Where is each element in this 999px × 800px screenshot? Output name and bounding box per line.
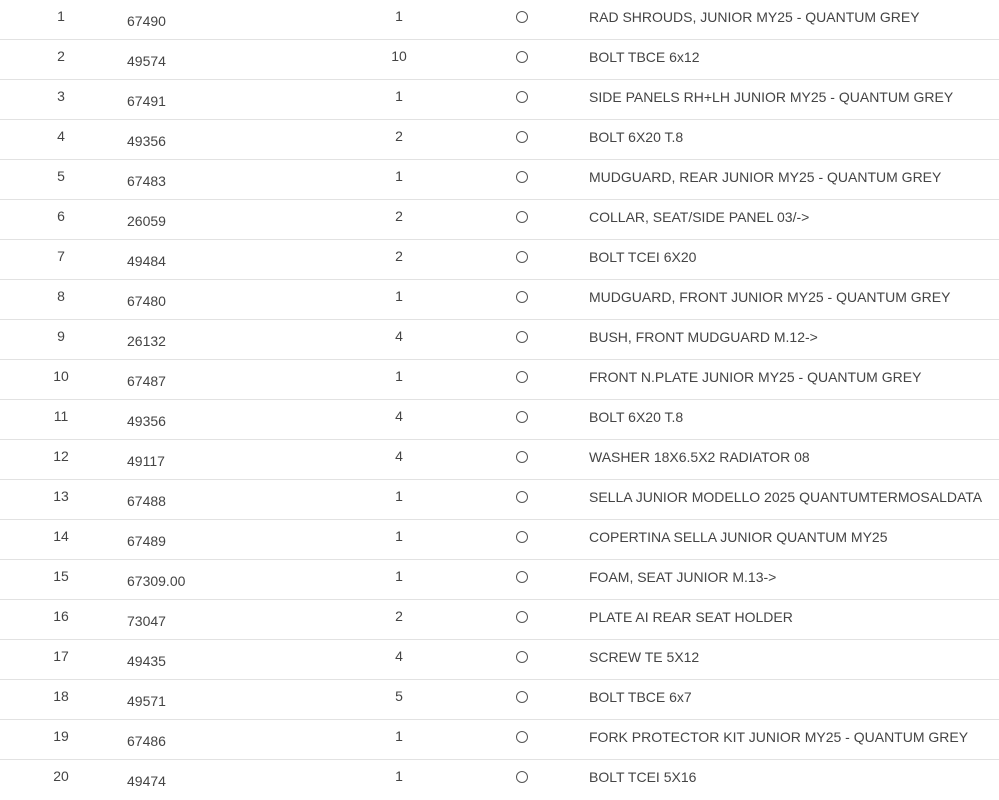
part-description: COPERTINA SELLA JUNIOR QUANTUM MY25	[589, 529, 888, 545]
radio-circle-icon[interactable]	[516, 531, 528, 543]
part-description: FORK PROTECTOR KIT JUNIOR MY25 - QUANTUM GREY	[589, 729, 969, 745]
table-row	[0, 520, 999, 560]
table-row	[0, 240, 999, 280]
quantity: 1	[395, 728, 403, 744]
part-code: 67486	[127, 733, 166, 749]
table-row	[0, 400, 999, 440]
quantity: 4	[395, 448, 403, 464]
part-code: 49356	[127, 413, 166, 429]
part-code: 49571	[127, 693, 166, 709]
part-description: BOLT 6X20 T.8	[589, 129, 684, 145]
part-code: 49574	[127, 53, 166, 69]
part-description: BOLT TCEI 6X20	[589, 249, 697, 265]
quantity: 1	[395, 168, 403, 184]
quantity: 5	[395, 688, 403, 704]
position-number: 19	[53, 728, 69, 744]
part-code: 67480	[127, 293, 166, 309]
position-number: 2	[57, 48, 65, 64]
table-row	[0, 0, 999, 40]
part-description: RAD SHROUDS, JUNIOR MY25 - QUANTUM GREY	[589, 9, 920, 25]
part-code: 49484	[127, 253, 166, 269]
radio-circle-icon[interactable]	[516, 291, 528, 303]
table-row	[0, 360, 999, 400]
position-number: 13	[53, 488, 69, 504]
table-row	[0, 640, 999, 680]
part-description: BOLT TBCE 6x7	[589, 689, 692, 705]
quantity: 4	[395, 648, 403, 664]
position-number: 9	[57, 328, 65, 344]
position-number: 6	[57, 208, 65, 224]
part-description: FRONT N.PLATE JUNIOR MY25 - QUANTUM GREY	[589, 369, 922, 385]
radio-circle-icon[interactable]	[516, 731, 528, 743]
part-code: 67309.00	[127, 573, 186, 589]
quantity: 1	[395, 368, 403, 384]
part-description: PLATE AI REAR SEAT HOLDER	[589, 609, 793, 625]
position-number: 12	[53, 448, 69, 464]
part-code: 67491	[127, 93, 166, 109]
quantity: 1	[395, 88, 403, 104]
table-row	[0, 120, 999, 160]
part-code: 67488	[127, 493, 166, 509]
position-number: 1	[57, 8, 65, 24]
radio-circle-icon[interactable]	[516, 371, 528, 383]
position-number: 20	[53, 768, 69, 784]
radio-circle-icon[interactable]	[516, 691, 528, 703]
table-row	[0, 680, 999, 720]
position-number: 7	[57, 248, 65, 264]
part-code: 49435	[127, 653, 166, 669]
table-row	[0, 440, 999, 480]
part-description: WASHER 18X6.5X2 RADIATOR 08	[589, 449, 810, 465]
table-row	[0, 480, 999, 520]
radio-circle-icon[interactable]	[516, 251, 528, 263]
part-description: COLLAR, SEAT/SIDE PANEL 03/->	[589, 209, 810, 225]
position-number: 10	[53, 368, 69, 384]
position-number: 4	[57, 128, 65, 144]
part-code: 49117	[127, 453, 165, 469]
quantity: 1	[395, 288, 403, 304]
quantity: 1	[395, 488, 403, 504]
table-row	[0, 760, 999, 800]
position-number: 16	[53, 608, 69, 624]
position-number: 18	[53, 688, 69, 704]
radio-circle-icon[interactable]	[516, 611, 528, 623]
part-code: 67490	[127, 13, 166, 29]
radio-circle-icon[interactable]	[516, 91, 528, 103]
part-code: 67487	[127, 373, 166, 389]
part-code: 49356	[127, 133, 166, 149]
quantity: 1	[395, 528, 403, 544]
quantity: 4	[395, 328, 403, 344]
quantity: 1	[395, 568, 403, 584]
part-description: MUDGUARD, FRONT JUNIOR MY25 - QUANTUM GREY	[589, 289, 951, 305]
table-row	[0, 600, 999, 640]
table-row	[0, 200, 999, 240]
part-description: SCREW TE 5X12	[589, 649, 700, 665]
quantity: 2	[395, 248, 403, 264]
position-number: 5	[57, 168, 65, 184]
radio-circle-icon[interactable]	[516, 51, 528, 63]
part-description: BOLT TBCE 6x12	[589, 49, 700, 65]
part-description: SELLA JUNIOR MODELLO 2025 QUANTUMTERMOSALDATA	[589, 489, 983, 505]
part-code: 67489	[127, 533, 166, 549]
position-number: 14	[53, 528, 69, 544]
quantity: 2	[395, 608, 403, 624]
radio-circle-icon[interactable]	[516, 131, 528, 143]
radio-circle-icon[interactable]	[516, 171, 528, 183]
position-number: 8	[57, 288, 65, 304]
part-description: FOAM, SEAT JUNIOR M.13->	[589, 569, 777, 585]
table-row	[0, 40, 999, 80]
table-row	[0, 160, 999, 200]
radio-circle-icon[interactable]	[516, 771, 528, 783]
part-description: BOLT TCEI 5X16	[589, 769, 697, 785]
quantity: 4	[395, 408, 403, 424]
radio-circle-icon[interactable]	[516, 11, 528, 23]
part-code: 73047	[127, 613, 166, 629]
quantity: 10	[391, 48, 407, 64]
table-row	[0, 560, 999, 600]
radio-circle-icon[interactable]	[516, 491, 528, 503]
quantity: 2	[395, 208, 403, 224]
quantity: 1	[395, 768, 403, 784]
part-code: 26132	[127, 333, 166, 349]
position-number: 17	[53, 648, 69, 664]
radio-circle-icon[interactable]	[516, 451, 528, 463]
part-description: BOLT 6X20 T.8	[589, 409, 684, 425]
radio-circle-icon[interactable]	[516, 331, 528, 343]
radio-circle-icon[interactable]	[516, 411, 528, 423]
radio-circle-icon[interactable]	[516, 651, 528, 663]
table-row	[0, 720, 999, 760]
quantity: 1	[395, 8, 403, 24]
radio-circle-icon[interactable]	[516, 571, 528, 583]
part-code: 67483	[127, 173, 166, 189]
position-number: 15	[53, 568, 69, 584]
position-number: 11	[53, 408, 69, 424]
table-row	[0, 280, 999, 320]
part-description: SIDE PANELS RH+LH JUNIOR MY25 - QUANTUM GREY	[589, 89, 954, 105]
table-row	[0, 80, 999, 120]
part-code: 26059	[127, 213, 166, 229]
part-description: BUSH, FRONT MUDGUARD M.12->	[589, 329, 818, 345]
table-row	[0, 320, 999, 360]
quantity: 2	[395, 128, 403, 144]
radio-circle-icon[interactable]	[516, 211, 528, 223]
part-description: MUDGUARD, REAR JUNIOR MY25 - QUANTUM GREY	[589, 169, 942, 185]
position-number: 3	[57, 88, 65, 104]
part-code: 49474	[127, 773, 166, 789]
